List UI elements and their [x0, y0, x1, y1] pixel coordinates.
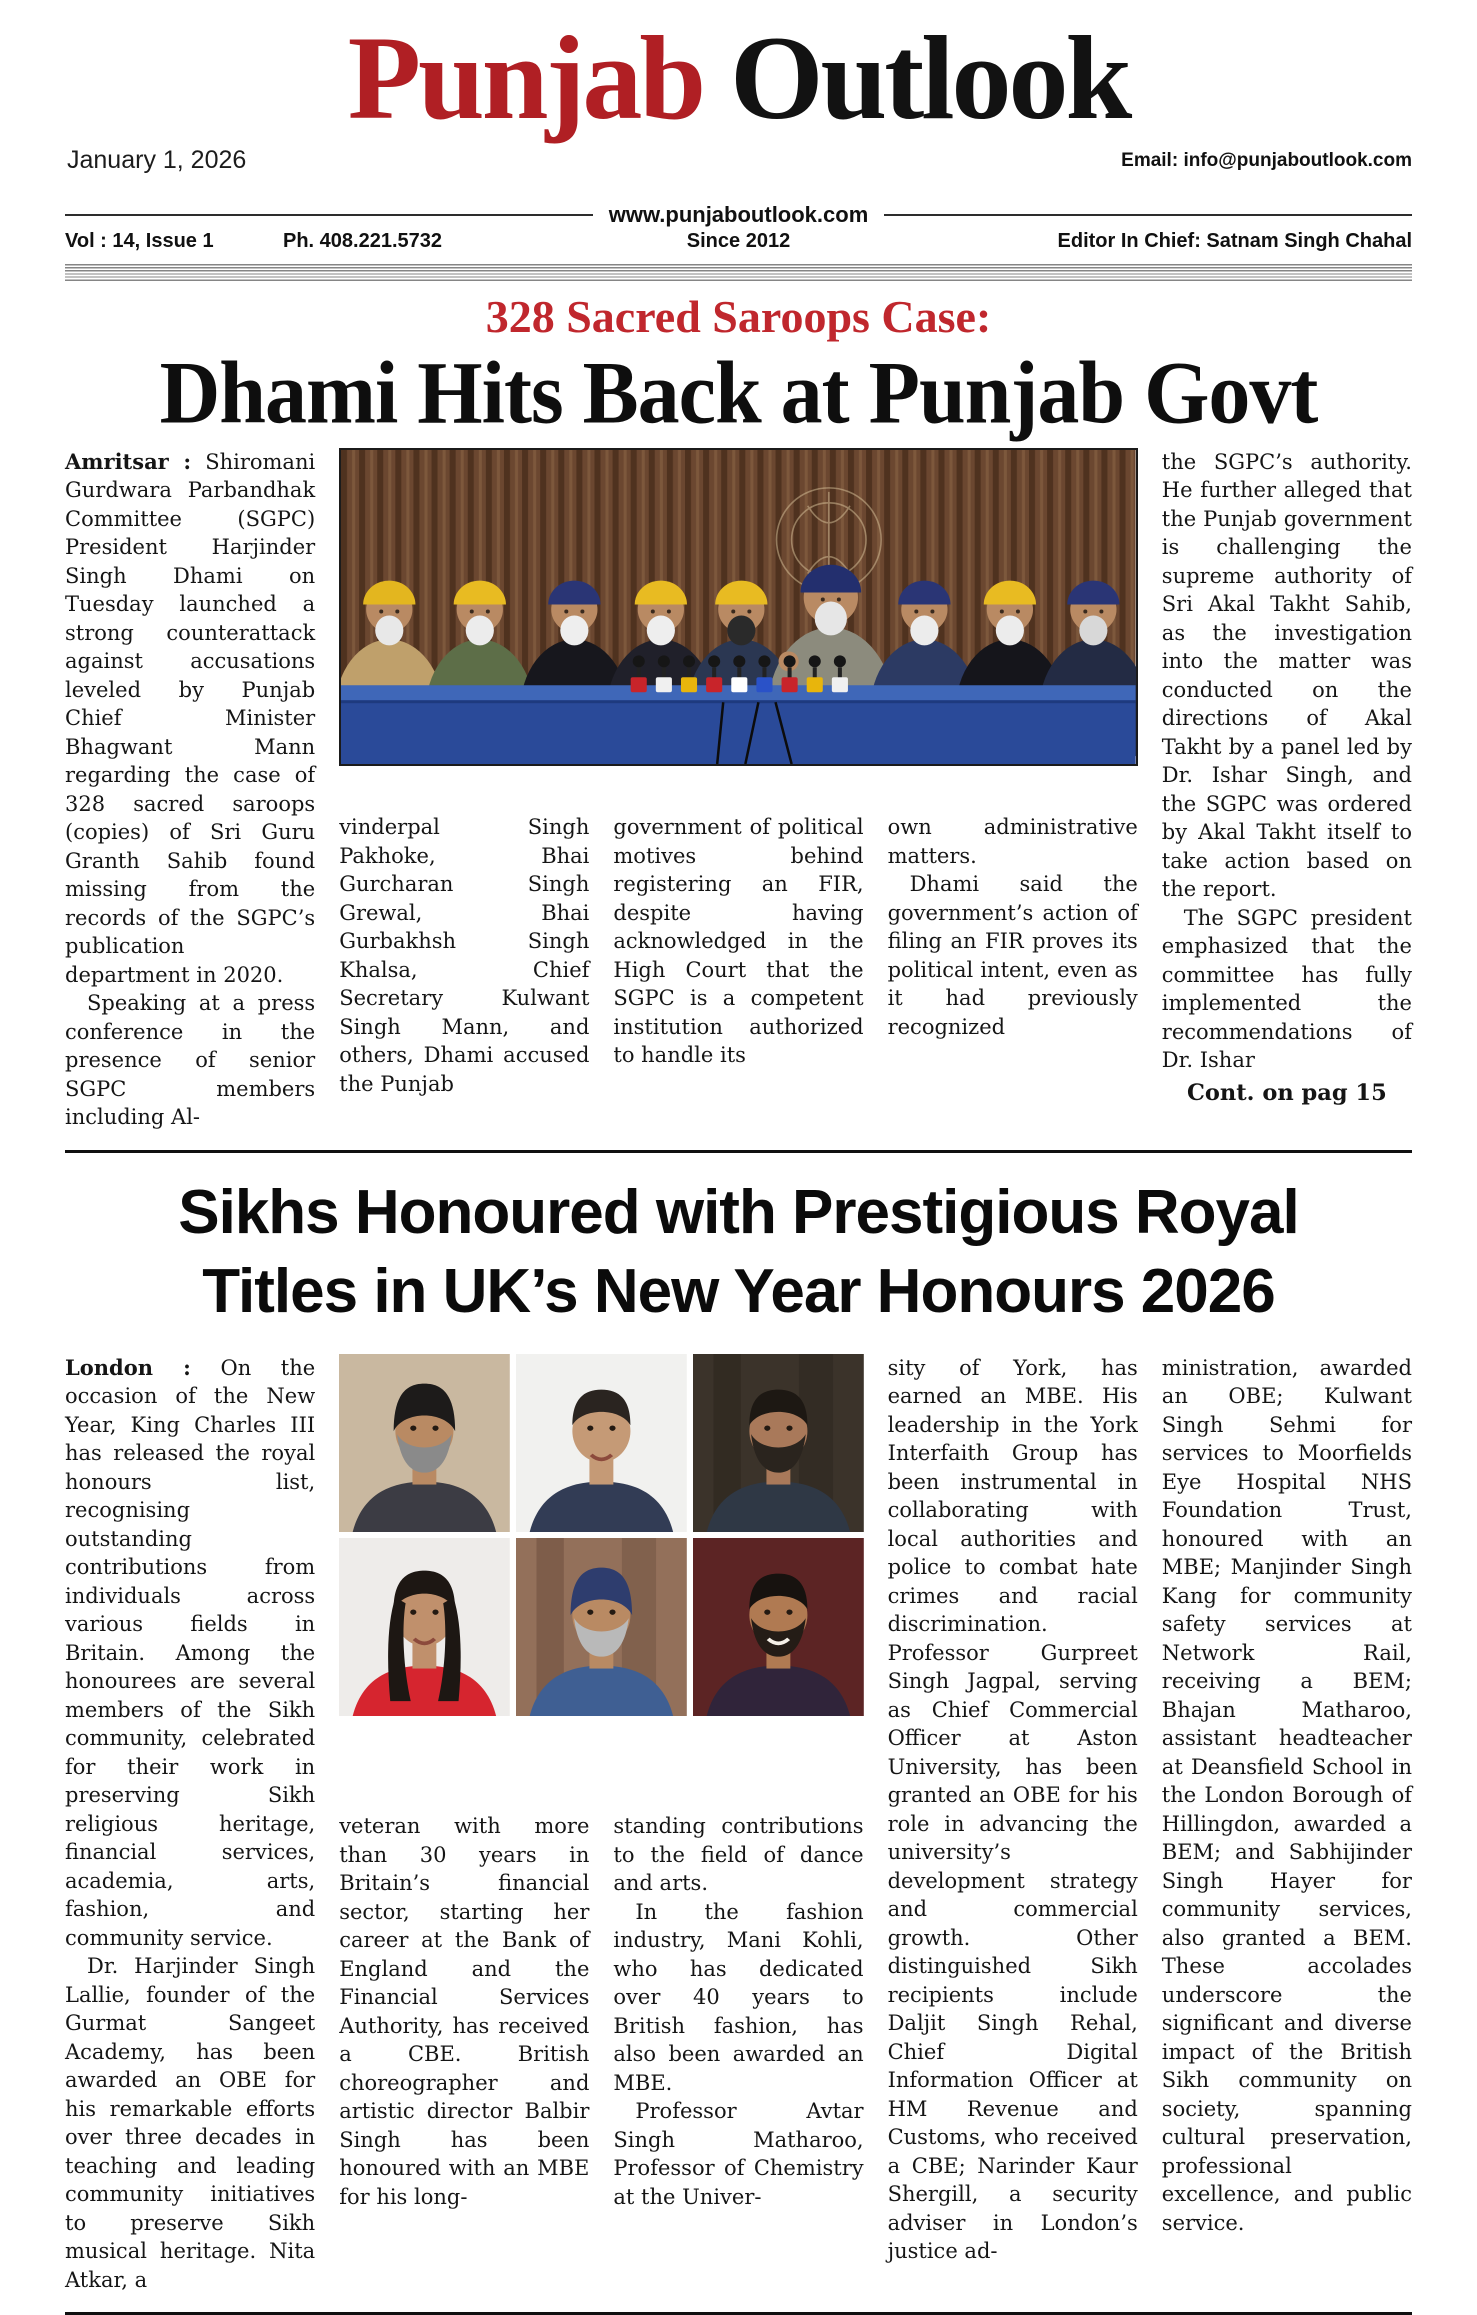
press-conference-photo	[339, 448, 1138, 766]
article1-paragraph: government of political motives behind registering an FIR, despite having acknowledged in the High Court that the SGPC is a competent institution authorized to handle its	[613, 815, 864, 1068]
article1-dateline: Amritsar :	[65, 448, 192, 474]
press-photo-illustration	[341, 450, 1136, 764]
masthead-title-punjab: Punjab	[347, 11, 704, 144]
volume-issue: Vol : 14, Issue 1	[65, 230, 214, 252]
masthead-info-row	[65, 230, 1412, 256]
honouree-portrait-3	[693, 1354, 864, 1532]
article2-dateline: London :	[65, 1354, 191, 1380]
article2-column-1	[65, 1354, 315, 2295]
masthead	[65, 0, 1412, 282]
article1-kicker: 328 Sacred Saroops Case:	[485, 291, 992, 342]
article2-column-2	[339, 1812, 589, 2294]
website-rule	[65, 202, 1412, 228]
article1-headline: Dhami Hits Back at Punjab Govt	[159, 343, 1318, 442]
article2-column-3	[613, 1812, 863, 2294]
article2-headline	[65, 1173, 1412, 1332]
article1-column-5	[1162, 448, 1412, 1132]
honourees-photo-grid	[339, 1354, 863, 1716]
article2-paragraph	[65, 1354, 315, 1953]
article1-paragraph: Speaking at a press conference in the presence of senior SGPC members including Al-	[65, 991, 316, 1130]
contact-email: Email: info@punjaboutlook.com	[1121, 150, 1412, 171]
article2-paragraph: veteran with more than 30 years in Britain’s financial sector, starting her career at the Bank of England and the Financial Services Authority, has received a CBE. British choreographer and artistic director Balbir Singh has been honoured with an MBE for his long-	[339, 1814, 590, 2209]
section-divider	[65, 1150, 1412, 1153]
article-honours	[65, 1173, 1412, 2294]
rule-line-left	[65, 214, 593, 217]
article2-paragraph: In the fashion industry, Mani Kohli, who has dedicated over 40 years to British fashion, has also been awarded an MBE.	[613, 1899, 864, 2095]
continuation-note: Cont. on pag 15	[1187, 1079, 1387, 1106]
article1-col1-text: Shiromani Gurdwara Parbandhak Committee (SGPC) President Harjinder Singh Dhami on Tuesday launched a strong counterattack against accusations leveled by Punjab Chief Minister Bhagwant Mann regarding the case of 328 sacred saroops (copies) of Sri Guru Granth Sahib found missing from the records of the SGPC’s publication department in 2020.	[65, 449, 316, 987]
article1-column-2	[339, 813, 589, 1132]
article2-column-5	[1162, 1354, 1412, 2295]
phone-number: Ph. 408.221.5732	[283, 230, 443, 252]
article1-paragraph: Dhami said the government’s action of filing an FIR proves its political intent, even as it had previously recognized	[887, 872, 1138, 1039]
article1-paragraph: the SGPC’s authority. He further alleged that the Punjab government is challenging the supreme authority of Sri Akal Takht Sahib, as the investigation into the matter was conducted on the directions of Akal Takht by a panel led by Dr. Ishar Singh, and the SGPC was ordered by Akal Takht itself to take action based on the report.	[1161, 449, 1412, 902]
honouree-portrait-6	[693, 1538, 864, 1716]
article2-headline-line2: Titles in UK’s New Year Honours 2026	[202, 1257, 1275, 1327]
article2-paragraph: sity of York, has earned an MBE. His leadership in the York Interfaith Group has been instrumental in collaborating with local authorities and police to combat hate crimes and racial discrimination. Professor Gurpreet Singh Jagpal, serving as Chief Commercial Officer at Aston University, has been granted an OBE for his role in advancing the university’s development strategy and commercial growth. Other distinguished Sikh recipients include Daljit Singh Rehal, Chief Digital Information Officer at HM Revenue and Customs, who received a CBE; Narinder Kaur Shergill, a security adviser in London’s justice ad-	[887, 1355, 1138, 2264]
article1-column-3	[613, 813, 863, 1132]
article1-paragraph: own administrative matters.	[887, 815, 1138, 868]
editor-in-chief: Editor In Chief: Satnam Singh Chahal	[1057, 230, 1412, 252]
article1-paragraph	[65, 448, 315, 990]
honouree-portrait-5	[516, 1538, 687, 1716]
article1-column-1	[65, 448, 315, 1132]
article2-paragraph: Dr. Harjinder Singh Lallie, founder of the Gurmat Sangeet Academy, has been awarded an OBE for his remarkable efforts over three decades in teaching and leading community initiatives to preserve Sikh musical heritage. Nita Atkar, a	[65, 1954, 316, 2292]
masthead-divider	[65, 264, 1412, 281]
article-sgpc	[65, 292, 1412, 1132]
honouree-portrait-2	[516, 1354, 687, 1532]
article2-headline-line1: Sikhs Honoured with Prestigious Royal	[178, 1177, 1299, 1247]
article1-paragraph: The SGPC president emphasized that the committee has fully implemented the recommendations of Dr. Ishar	[1161, 905, 1412, 1073]
article1-body	[65, 448, 1412, 1132]
article2-col1-text: On the occasion of the New Year, King Charles III has released the royal honours list, recognising outstanding contributions from individuals across various fields in Britain. Among the honourees are several members of the Sikh community, celebrated for their work in preserving Sikh religious heritage, financial services, academia, arts, fashion, and community service.	[65, 1355, 316, 1950]
masthead-title-outlook: Outlook	[730, 11, 1130, 144]
article1-paragraph: vinderpal Singh Pakhoke, Bhai Gurcharan Singh Grewal, Bhai Gurbakhsh Singh Khalsa, Chief Secretary Kulwant Singh Mann, and others, Dhami accused the Punjab	[339, 815, 590, 1096]
masthead-title	[65, 11, 1412, 144]
since-label: Since 2012	[686, 230, 791, 252]
article2-paragraph: Professor Avtar Singh Matharoo, Professor of Chemistry at the Univer-	[613, 2099, 864, 2209]
article2-column-4	[888, 1354, 1138, 2295]
honouree-portrait-4	[339, 1538, 510, 1716]
article2-paragraph: standing contributions to the field of dance and arts.	[613, 1814, 864, 1896]
article2-paragraph: ministration, awarded an OBE; Kulwant Singh Sehmi for services to Moorfields Eye Hospital NHS Foundation Trust, honoured with an MBE; Manjinder Singh Kang for community safety services at Network Rail, receiving a BEM; Bhajan Matharoo, assistant headteacher at Deansfield School in the London Borough of Hillingdon, awarded a BEM; and Sabhijinder Singh Hayer for community services, also granted a BEM. These accolades underscore the significant and diverse impact of the British Sikh community on society, spanning cultural preservation, professional excellence, and public service.	[1161, 1355, 1412, 2235]
website-url: www.punjaboutlook.com	[608, 202, 869, 227]
article2-body	[65, 1354, 1412, 2295]
issue-date: January 1, 2026	[67, 146, 247, 174]
article1-column-4	[888, 813, 1138, 1132]
rule-line-right	[884, 214, 1412, 217]
honouree-portrait-1	[339, 1354, 510, 1532]
